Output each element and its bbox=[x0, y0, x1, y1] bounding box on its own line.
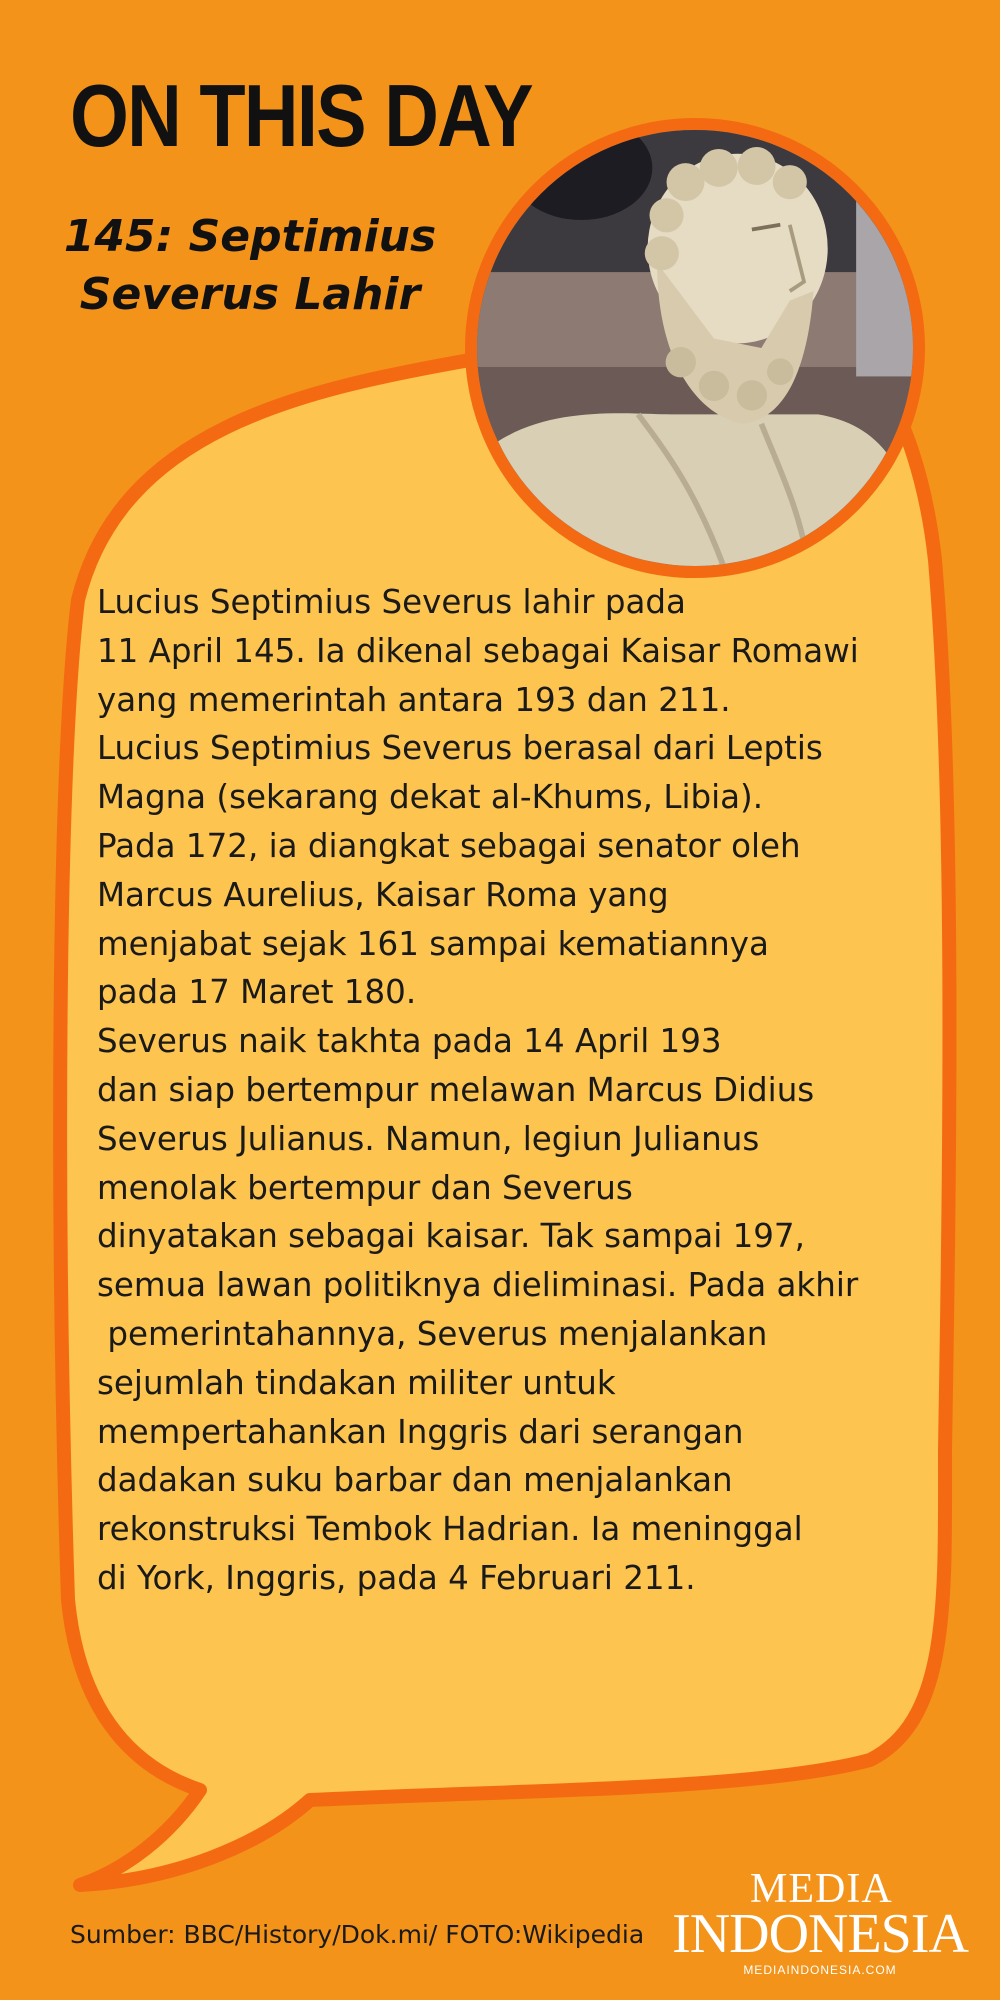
source-credit: Sumber: BBC/History/Dok.mi/ FOTO:Wikipedia bbox=[70, 1920, 645, 1949]
article-body bbox=[97, 578, 917, 1603]
article-line: Pada 172, ia diangkat sebagai senator oleh bbox=[97, 826, 801, 865]
article-line: rekonstruksi Tembok Hadrian. Ia meninggal bbox=[97, 1510, 803, 1549]
article-line: di York, Inggris, pada 4 Februari 211. bbox=[97, 1558, 696, 1597]
article-line: dinyatakan sebagai kaisar. Tak sampai 197, bbox=[97, 1217, 805, 1256]
logo-url: MEDIAINDONESIA.COM bbox=[743, 1963, 897, 1977]
article-line: Severus naik takhta pada 14 April 193 bbox=[97, 1022, 722, 1061]
page-title: ON THIS DAY bbox=[70, 66, 532, 165]
article-line: Lucius Septimius Severus lahir pada bbox=[97, 583, 686, 621]
portrait-image bbox=[465, 118, 925, 578]
article-line: pemerintahannya, Severus menjalankan bbox=[97, 1314, 768, 1353]
article-line: 11 April 145. Ia dikenal sebagai Kaisar Romawi bbox=[97, 631, 859, 670]
article-line: Marcus Aurelius, Kaisar Roma yang bbox=[97, 875, 669, 914]
logo-line-media: MEDIA bbox=[750, 1866, 893, 1912]
logo-line-indonesia: INDONESIA bbox=[672, 1903, 968, 1965]
article-line: yang memerintah antara 193 dan 211. bbox=[97, 680, 731, 719]
article-line: Severus Julianus. Namun, legiun Julianus bbox=[97, 1119, 760, 1158]
article-line: sejumlah tindakan militer untuk bbox=[97, 1363, 616, 1402]
marble-bust-icon bbox=[477, 130, 913, 566]
article-line: Magna (sekarang dekat al-Khums, Libia). bbox=[97, 778, 764, 817]
article-line: mempertahankan Inggris dari serangan bbox=[97, 1412, 744, 1451]
article-line: semua lawan politiknya dieliminasi. Pada akhir bbox=[97, 1266, 859, 1305]
article-line: dadakan suku barbar dan menjalankan bbox=[97, 1461, 733, 1500]
article-line: pada 17 Maret 180. bbox=[97, 973, 417, 1012]
page-subtitle: 145: Septimius Severus Lahir bbox=[63, 211, 437, 320]
article-line: Lucius Septimius Severus berasal dari Leptis bbox=[97, 729, 823, 768]
article-line: menolak bertempur dan Severus bbox=[97, 1168, 633, 1207]
media-indonesia-logo bbox=[670, 1868, 970, 1978]
article-line: menjabat sejak 161 sampai kematiannya bbox=[97, 924, 769, 963]
article-line: dan siap bertempur melawan Marcus Didius bbox=[97, 1070, 815, 1109]
